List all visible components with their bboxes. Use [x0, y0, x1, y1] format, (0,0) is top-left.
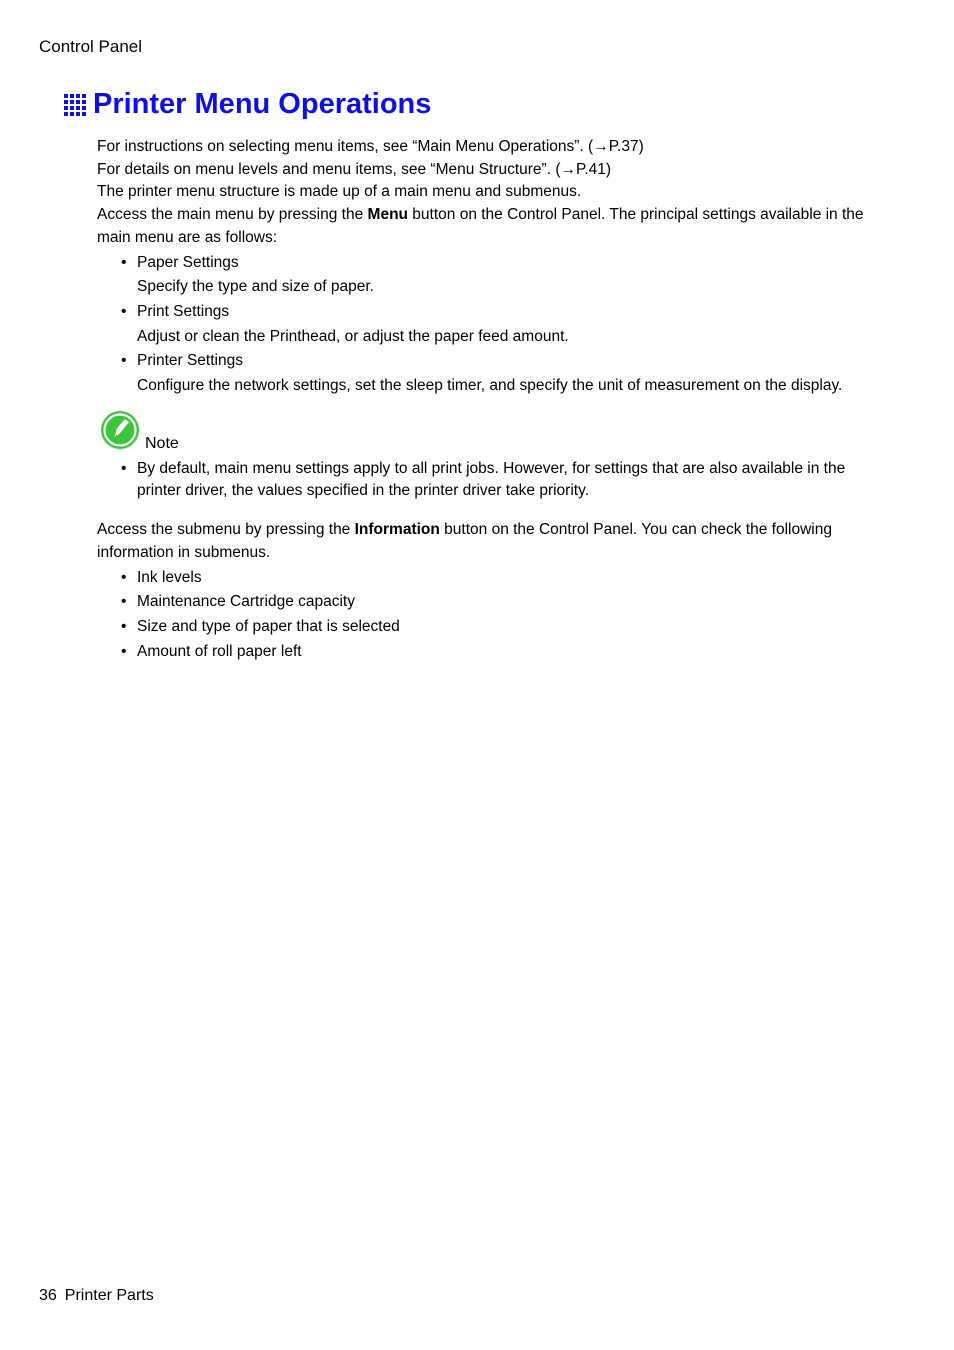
- page-footer: [39, 1287, 154, 1305]
- list-item-label: Printer Settings: [137, 352, 243, 370]
- main-menu-paragraph: Access the main menu by pressing the Menu button on the Control Panel. The principal settings available in the main menu are as follows:: [97, 206, 864, 246]
- page-number: 36: [39, 1287, 57, 1304]
- page-title: Printer Menu Operations: [93, 88, 432, 120]
- note-label: Note: [145, 435, 179, 453]
- running-header: Control Panel: [39, 37, 143, 56]
- list-item: • Printer Settings Configure the network settings, set the sleep timer, and specify the unit of measurement on the display.: [137, 350, 887, 397]
- note-text: By default, main menu settings apply to all print jobs. However, for settings that are also available in the printer driver, the values specified in the printer driver take priority.: [137, 459, 846, 500]
- list-item: • Amount of roll paper left: [121, 642, 302, 660]
- list-item: • Print Settings Adjust or clean the Printhead, or adjust the paper feed amount.: [137, 301, 887, 348]
- list-item: • By default, main menu settings apply to all print jobs. However, for settings that are also available in the printer driver, the values specified in the printer driver take priority.: [121, 459, 846, 500]
- note-heading: [97, 410, 887, 453]
- menu-button-name: Menu: [367, 206, 408, 224]
- list-item: • Paper Settings Specify the type and size of paper.: [137, 252, 887, 299]
- chapter-name: Printer Parts: [64, 1287, 154, 1304]
- submenu-list: [97, 567, 887, 664]
- list-item-label: Paper Settings: [137, 253, 239, 271]
- list-item: • Maintenance Cartridge capacity: [121, 593, 355, 611]
- intro-line-1: For instructions on selecting menu items, see “Main Menu Operations”. (→P.37): [97, 138, 644, 155]
- list-item: • Size and type of paper that is selected: [121, 617, 400, 635]
- list-item-desc: Specify the type and size of paper.: [137, 278, 374, 296]
- submenu-paragraph: Access the submenu by pressing the Information button on the Control Panel. You can check the following information in submenus.: [97, 521, 832, 561]
- note-list: [97, 458, 887, 503]
- grid-icon: [64, 94, 88, 118]
- list-item-desc: Configure the network settings, set the sleep timer, and specify the unit of measurement on the display.: [137, 377, 843, 395]
- list-item: • Ink levels: [121, 568, 202, 586]
- intro-line-3: The printer menu structure is made up of a main menu and submenus.: [97, 183, 582, 201]
- intro-line-2: For details on menu levels and menu items, see “Menu Structure”. (→P.41): [97, 160, 612, 178]
- list-item-desc: Adjust or clean the Printhead, or adjust the paper feed amount.: [137, 327, 569, 345]
- section-title-row: [64, 88, 431, 121]
- note-pencil-icon: [100, 410, 140, 450]
- list-item-label: Print Settings: [137, 302, 230, 320]
- body-content: [97, 136, 887, 665]
- information-button-name: Information: [354, 521, 440, 539]
- main-menu-list: [97, 252, 887, 398]
